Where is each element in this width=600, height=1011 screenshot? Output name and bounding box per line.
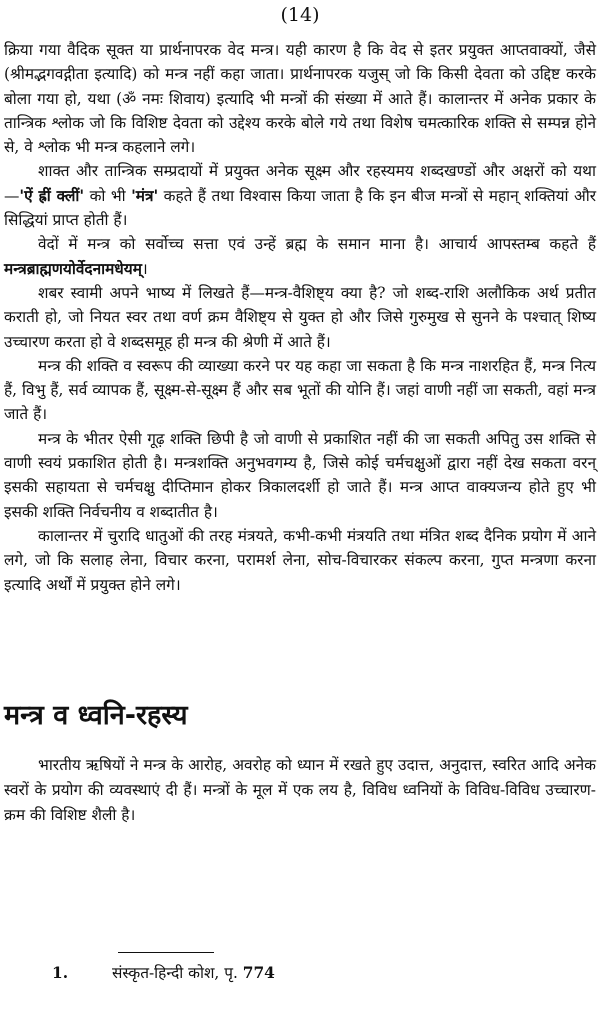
footnote-text: संस्कृत-हिन्दी कोश, पृ. xyxy=(112,964,243,982)
footnote xyxy=(52,960,592,986)
paragraph-2-text-b: को भी xyxy=(84,186,132,205)
bija-mantra-phrase: 'ऐं ह्रीं क्लीं' xyxy=(19,186,85,205)
paragraph-2-text-a: शाक्त और तान्त्रिक सम्प्रदायों में प्रयुक्त अनेक सूक्ष्म और रहस्यमय शब्दखण्डों और अक्षरों को यथा— xyxy=(4,162,596,205)
paragraph-3-text-b: । xyxy=(141,259,148,278)
paragraph-2 xyxy=(4,159,596,232)
footnote-number: 1. xyxy=(52,964,69,982)
mantra-term: 'मंत्र' xyxy=(131,186,159,205)
paragraph-5: मन्त्र की शक्ति व स्वरूप की व्याख्या करने पर यह कहा जा सकता है कि मन्त्र नाशरहित हैं, मन्त्र नित्य हैं, विभु हैं, सर्व व्यापक हैं, सूक्ष्म-से-सूक्ष्म हैं और सब भूतों की योनि हैं। जहां वाणी नहीं जा सकती, वहां मन्त्र जाते हैं। xyxy=(4,356,596,424)
apastamba-quote: मन्त्रब्राह्मणयोर्वेदनामधेयम् xyxy=(4,259,142,278)
section-heading: मन्त्र व ध्वनि-रहस्य xyxy=(4,700,188,731)
paragraph-4: शबर स्वामी अपने भाष्य में लिखते हैं—मन्त्र-वैशिष्ट्य क्या है? जो शब्द-राशि अलौकिक अर्थ प्रतीत कराती हो, जो नियत स्वर तथा वर्ण क्रम वैशिष्ट्य से युक्त हो और जिसे गुरुमुख से सुनने के पश्चात् शिष्य उच्चारण करता हो वे शब्दसमूह ही मन्त्र की श्रेणी में आते हैं। xyxy=(4,283,596,351)
paragraph-6: मन्त्र के भीतर ऐसी गूढ़ शक्ति छिपी है जो वाणी से प्रकाशित नहीं की जा सकती अपितु उस शक्ति से वाणी स्वयं प्रकाशित होती है। मन्त्रशक्ति अनुभवगम्य है, जिसे कोई चर्मचक्षुओं द्वारा नहीं देख सकता वरन् इसकी सहायता से चर्मचक्षु दीप्तिमान होकर त्रिकालदर्शी हो जाते हैं। मन्त्र आप्त वाक्यजन्य होते हुए भी इसकी शक्ति निर्वचनीय व शब्दातीत है। xyxy=(4,429,596,521)
paragraph-7: कालान्तर में चुरादि धातुओं की तरह मंत्रयते, कभी-कभी मंत्रयति तथा मंत्रित शब्द दैनिक प्रयोग में आने लगे, जो कि सलाह लेना, विचार करना, परामर्श लेना, सोच-विचारकर संकल्प करना, गुप्त मन्त्रणा करना इत्यादि अर्थों में प्रयुक्त होने लगे। xyxy=(4,526,596,594)
section-body xyxy=(4,753,596,829)
paragraph-1: क्रिया गया वैदिक सूक्त या प्रार्थनापरक वेद मन्त्र। यही कारण है कि वेद से इतर प्रयुक्त आप्तवाक्यों, जैसे (श्रीमद्भगवद्गीता इत्यादि) को मन्त्र नहीं कहा जाता। प्रार्थनापरक यजुस् जो कि किसी देवता को उद्दिष्ट करके बोला गया हो, यथा (ॐ नमः शिवाय) इत्यादि भी मन्त्रों की संख्या में आते हैं। कालान्तर में अनेक प्रकार के तान्त्रिक श्लोक जो कि विशिष्ट देवता को उद्देश्य करके बोले गये तथा विशेष चमत्कारिक शक्ति से सम्पन्न होने से, वे श्लोक भी मन्त्र कहलाने लगे। xyxy=(4,41,596,157)
paragraph-2-text-c: कहते हैं तथा विश्वास किया जाता है कि इन बीज मन्त्रों से महान् शक्तियां और सिद्धियां प्राप्त होती हैं। xyxy=(4,186,596,230)
section-paragraph: भारतीय ऋषियों ने मन्त्र के आरोह, अवरोह को ध्यान में रखते हुए उदात्त, अनुदात्त, स्वरित आदि अनेक स्वरों के प्रयोग की व्यवस्थाएं दी हैं। मन्त्रों के मूल में एक लय है, विविध ध्वनियों के विविध-विविध उच्चारण-क्रम की विशिष्ट शैली है। xyxy=(4,756,596,825)
paragraph-3-text-a: वेदों में मन्त्र को सर्वोच्च सत्ता एवं उन्हें ब्रह्म के समान माना है। आचार्य आपस्तम्ब कहते हैं xyxy=(38,235,596,254)
paragraph-3 xyxy=(4,232,596,281)
body-text xyxy=(4,38,596,597)
page-number: (14) xyxy=(280,4,320,26)
footnote-page: 774 xyxy=(242,964,275,982)
footnote-divider xyxy=(118,952,214,953)
